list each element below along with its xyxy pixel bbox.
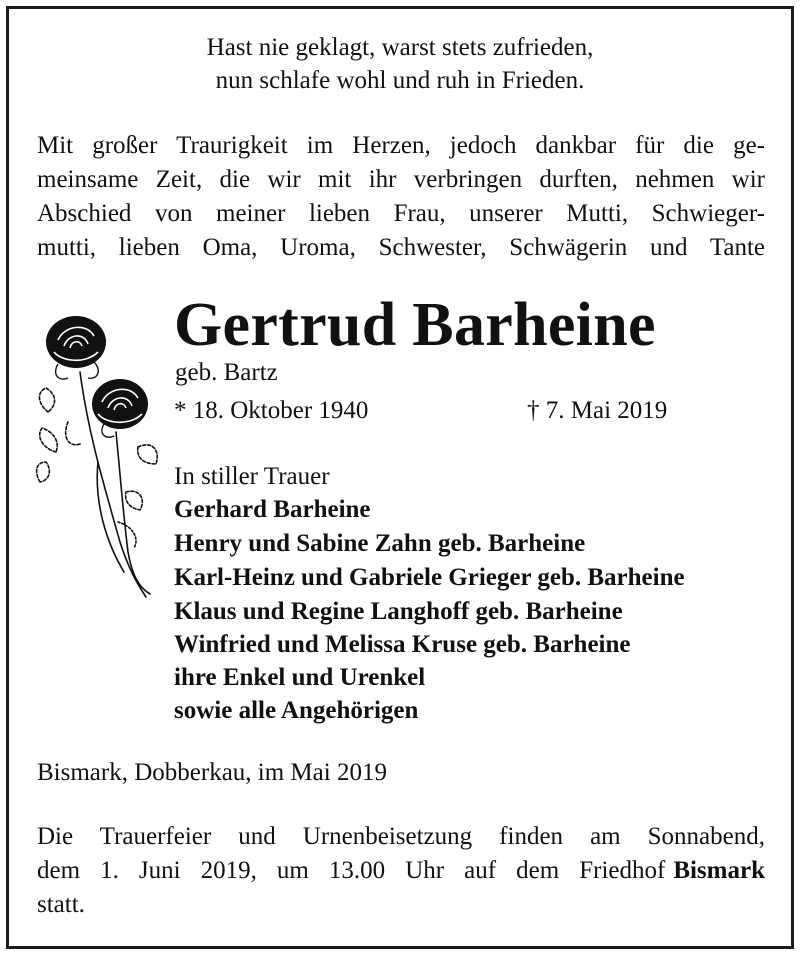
poem-line-1: Hast nie geklagt, warst stets zufrieden, xyxy=(206,34,594,61)
mourner-name: Gerhard Barheine xyxy=(174,496,371,523)
funeral-line-2-text: dem 1. Juni 2019, um 13.00 Uhr auf dem Friedhof xyxy=(37,857,666,884)
deceased-name: Gertrud Barheine xyxy=(174,291,656,359)
maiden-name: geb. Bartz xyxy=(175,359,278,386)
mourner-name: Klaus und Regine Langhoff geb. Barheine xyxy=(174,598,623,625)
funeral-line-1: Die Trauerfeier und Urnenbeisetzung finden am Sonnabend, xyxy=(37,823,765,850)
mourners-heading: In stiller Trauer xyxy=(174,463,330,490)
mourner-name: Henry und Sabine Zahn geb. Barheine xyxy=(174,530,586,557)
mourner-name: Karl-Heinz und Gabriele Grieger geb. Barheine xyxy=(174,564,685,591)
intro-line-2: meinsame Zeit, die wir mit ihr verbringen durften, nehmen wir xyxy=(37,166,765,193)
mourner-name: ihre Enkel und Urenkel xyxy=(174,664,426,691)
funeral-line-2 xyxy=(37,854,765,888)
poem-line-2: nun schlafe wohl und ruh in Frieden. xyxy=(215,67,585,94)
place-date: Bismark, Dobberkau, im Mai 2019 xyxy=(37,759,387,786)
intro-line-3: Abschied von meiner lieben Frau, unserer Mutti, Schwieger- xyxy=(37,200,765,227)
intro-line-4: mutti, lieben Oma, Uroma, Schwester, Schwägerin und Tante xyxy=(37,234,765,261)
mourner-name: Winfried und Melissa Kruse geb. Barheine xyxy=(174,631,631,658)
intro-line-1: Mit großer Traurigkeit im Herzen, jedoch dankbar für die ge- xyxy=(37,132,765,159)
death-date: † 7. Mai 2019 xyxy=(527,397,668,424)
rose-bouquet-icon xyxy=(28,312,164,602)
birth-date: * 18. Oktober 1940 xyxy=(174,397,369,424)
mourner-name: sowie alle Angehörigen xyxy=(174,697,419,724)
funeral-line-3: statt. xyxy=(37,891,85,918)
funeral-location: Bismark xyxy=(673,857,765,884)
